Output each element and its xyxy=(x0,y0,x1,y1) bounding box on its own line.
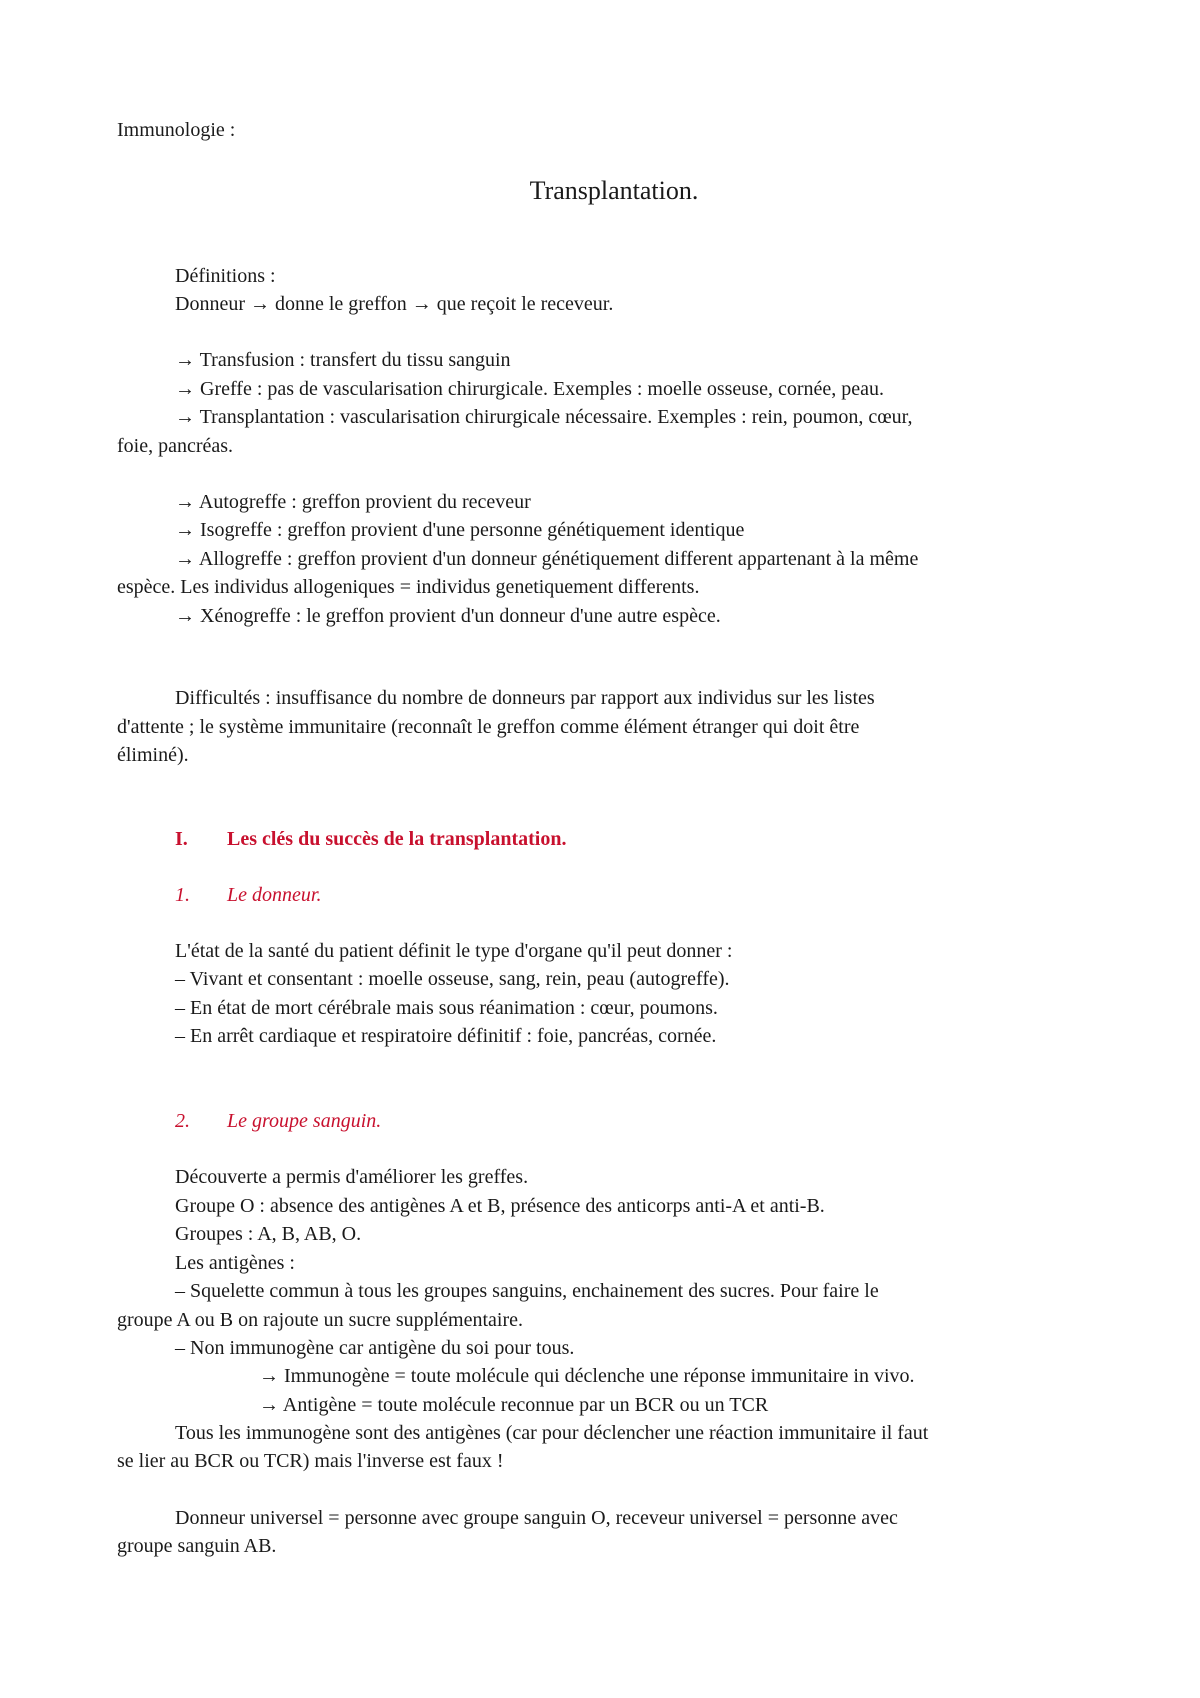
allogreffe-line-cont: espèce. Les individus allogeniques = individus genetiquement differents. xyxy=(117,576,700,598)
list-item: – Vivant et consentant : moelle osseuse, sang, rein, peau (autogreffe). xyxy=(175,968,730,990)
discovery-line: Découverte a permis d'améliorer les greffes. xyxy=(175,1166,529,1188)
antigen-definition: → Antigène = toute molécule reconnue par un BCR ou un TCR xyxy=(259,1394,769,1416)
subsection-1-title: Le donneur. xyxy=(227,884,322,906)
donor-line: Donneur → donne le greffon → que reçoit le receveur. xyxy=(175,293,614,315)
subject-label: Immunologie : xyxy=(117,119,236,141)
isogreffe-line: → Isogreffe : greffon provient d'une personne génétiquement identique xyxy=(175,519,745,541)
allogreffe-line: → Allogreffe : greffon provient d'un donneur génétiquement different appartenant à la même xyxy=(175,548,919,570)
universal-line-cont: groupe sanguin AB. xyxy=(117,1535,277,1557)
immunogen-note-line: Tous les immunogène sont des antigènes (car pour déclencher une réaction immunitaire il faut xyxy=(175,1422,929,1444)
autogreffe-line: → Autogreffe : greffon provient du receveur xyxy=(175,491,531,513)
section-1-title: Les clés du succès de la transplantation. xyxy=(227,828,567,850)
page-title: Transplantation. xyxy=(529,176,699,205)
difficulties-line: Difficultés : insuffisance du nombre de donneurs par rapport aux individus sur les listes xyxy=(175,687,875,709)
section-1-number: I. xyxy=(175,828,188,850)
donor-intro: L'état de la santé du patient définit le type d'organe qu'il peut donner : xyxy=(175,940,733,962)
antigens-heading: Les antigènes : xyxy=(175,1252,295,1274)
skeleton-line: – Squelette commun à tous les groupes sanguins, enchainement des sucres. Pour faire le xyxy=(175,1280,879,1302)
immunogen-note-line-cont: se lier au BCR ou TCR) mais l'inverse est faux ! xyxy=(117,1450,504,1472)
subsection-2-number: 2. xyxy=(175,1110,190,1132)
difficulties-line-cont: d'attente ; le système immunitaire (reconnaît le greffon comme élément étranger qui doit être xyxy=(117,716,860,738)
greffe-line: → Greffe : pas de vascularisation chirurgicale. Exemples : moelle osseuse, cornée, peau. xyxy=(175,378,885,400)
transplantation-line-cont: foie, pancréas. xyxy=(117,435,234,457)
xenogreffe-line: → Xénogreffe : le greffon provient d'un donneur d'une autre espèce. xyxy=(175,605,721,627)
immunogen-definition: → Immunogène = toute molécule qui déclenche une réponse immunitaire in vivo. xyxy=(259,1365,915,1387)
list-item: – En état de mort cérébrale mais sous réanimation : cœur, poumons. xyxy=(175,997,718,1019)
group-o-line: Groupe O : absence des antigènes A et B, présence des anticorps anti-A et anti-B. xyxy=(175,1195,825,1217)
subsection-1-number: 1. xyxy=(175,884,190,906)
skeleton-line-cont: groupe A ou B on rajoute un sucre supplémentaire. xyxy=(117,1309,524,1331)
non-immunogen-line: – Non immunogène car antigène du soi pour tous. xyxy=(175,1337,575,1359)
universal-line: Donneur universel = personne avec groupe sanguin O, receveur universel = personne avec xyxy=(175,1507,898,1529)
subsection-2-title: Le groupe sanguin. xyxy=(227,1110,382,1132)
list-item: – En arrêt cardiaque et respiratoire définitif : foie, pancréas, cornée. xyxy=(175,1025,717,1047)
transfusion-line: → Transfusion : transfert du tissu sanguin xyxy=(175,349,511,371)
definitions-heading: Définitions : xyxy=(175,265,276,287)
transplantation-line: → Transplantation : vascularisation chirurgicale nécessaire. Exemples : rein, poumon, cœur, xyxy=(175,406,913,428)
difficulties-line-end: éliminé). xyxy=(117,744,189,766)
groups-line: Groupes : A, B, AB, O. xyxy=(175,1223,362,1245)
